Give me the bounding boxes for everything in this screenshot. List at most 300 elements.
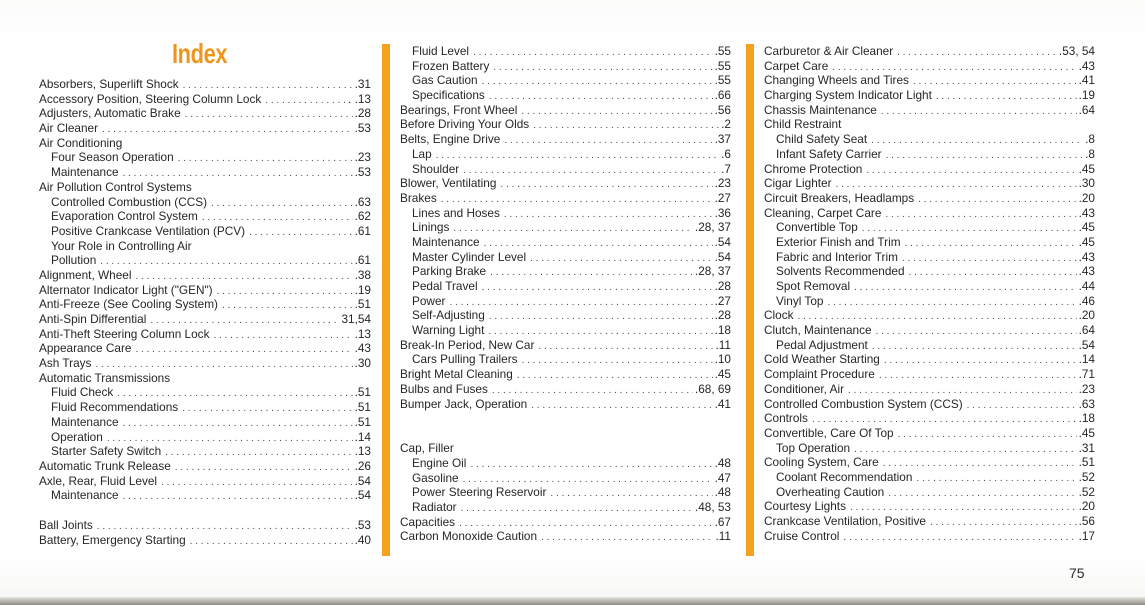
- entry-label: Absorbers, Superlift Shock: [39, 77, 179, 91]
- dot-leader: [461, 502, 693, 515]
- entry-label: Solvents Recommended: [776, 264, 905, 279]
- entry-label: Bright Metal Cleaning: [400, 367, 513, 382]
- entry-label: Coolant Recommendation: [776, 469, 913, 484]
- entry-page-ref: .20: [1078, 190, 1095, 205]
- index-subentry: [764, 132, 1095, 147]
- dot-leader: [504, 134, 712, 147]
- entry-label: Cooling System, Care: [764, 455, 879, 470]
- index-entry: [764, 206, 1095, 221]
- dot-leader: [482, 75, 713, 88]
- entry-label: Fluid Recommendations: [51, 400, 179, 415]
- entry-label: Charging System Indicator Light: [764, 88, 932, 103]
- entry-label: Chrome Protection: [764, 161, 863, 176]
- index-subentry: [400, 264, 731, 279]
- entry-label: Controls: [764, 411, 808, 426]
- dot-leader: [490, 266, 693, 279]
- entry-label: Battery, Emergency Starting: [39, 532, 186, 547]
- entry-label: Automatic Trunk Release: [39, 458, 171, 473]
- index-entry: [764, 499, 1095, 514]
- entry-page-ref: .48: [714, 455, 731, 470]
- entry-page-ref: .18: [714, 323, 731, 338]
- dot-leader: [492, 384, 693, 397]
- entry-label: Controlled Combustion System (CCS): [764, 396, 963, 411]
- dot-leader: [453, 222, 693, 235]
- entry-page-ref: .45: [714, 367, 731, 382]
- index-column-2: [400, 44, 731, 544]
- dot-leader: [836, 178, 1077, 191]
- entry-label: Vinyl Top: [776, 293, 824, 308]
- entry-label: Cleaning, Carpet Care: [764, 205, 882, 220]
- dot-leader: [436, 149, 719, 162]
- entry-label: Power Steering Reservoir: [412, 485, 547, 500]
- index-entry: [39, 356, 371, 371]
- entry-page-ref: .48, 53: [694, 499, 731, 514]
- dot-leader: [550, 487, 712, 500]
- entry-label: Lap: [412, 146, 432, 161]
- index-subentry: [764, 147, 1095, 162]
- entry-label: Linings: [412, 220, 450, 235]
- entry-page-ref: .14: [354, 429, 371, 444]
- entry-label: Infant Safety Carrier: [776, 146, 882, 161]
- dot-leader: [888, 487, 1076, 500]
- dot-leader: [850, 501, 1077, 514]
- index-subentry: [764, 220, 1095, 235]
- entry-page-ref: .37: [714, 132, 731, 147]
- dot-leader: [175, 461, 353, 474]
- entry-page-ref: .54: [714, 234, 731, 249]
- dot-leader: [493, 61, 712, 74]
- entry-page-ref: .56: [714, 102, 731, 117]
- dot-leader: [489, 90, 713, 103]
- entry-page-ref: .6: [721, 146, 731, 161]
- entry-page-ref: .55: [714, 44, 731, 58]
- index-subentry: [400, 206, 731, 221]
- entry-label: Frozen Battery: [412, 58, 490, 73]
- index-subentry: [400, 352, 731, 367]
- entry-page-ref: .27: [714, 190, 731, 205]
- entry-page-ref: .53, 54: [1058, 44, 1095, 58]
- dot-leader: [249, 226, 353, 239]
- section-spacer: [400, 411, 731, 441]
- index-entry: [400, 529, 731, 544]
- entry-page-ref: .66: [714, 88, 731, 103]
- index-entry: [400, 397, 731, 412]
- entry-label: Adjusters, Automatic Brake: [39, 106, 181, 121]
- index-subentry: [400, 235, 731, 250]
- index-entry: [400, 132, 731, 147]
- dot-leader: [883, 457, 1077, 470]
- dot-leader: [123, 490, 353, 503]
- dot-leader: [182, 402, 352, 415]
- entry-page-ref: .43: [1078, 205, 1095, 220]
- entry-label: Break-In Period, New Car: [400, 337, 535, 352]
- entry-label: Anti-Theft Steering Column Lock: [39, 326, 210, 341]
- entry-label: Your Role in Controlling Air: [51, 238, 192, 253]
- entry-page-ref: .38: [354, 267, 371, 282]
- entry-label: Blower, Ventilating: [400, 176, 497, 191]
- dot-leader: [97, 520, 353, 533]
- entry-page-ref: .28, 37: [694, 264, 731, 279]
- entry-page-ref: .68, 69: [694, 381, 731, 396]
- entry-label: Carbon Monoxide Caution: [400, 529, 538, 544]
- entry-page-ref: .61: [354, 253, 371, 268]
- entry-label: Circuit Breakers, Headlamps: [764, 190, 915, 205]
- entry-label: Overheating Caution: [776, 484, 885, 499]
- entry-label: Maintenance: [51, 414, 119, 429]
- entry-page-ref: .43: [1078, 249, 1095, 264]
- index-column-1: [39, 77, 371, 547]
- dot-leader: [916, 472, 1076, 485]
- entry-page-ref: .64: [1078, 102, 1095, 117]
- entry-page-ref: .31: [354, 77, 371, 91]
- index-entry: [39, 371, 371, 386]
- dot-leader: [913, 75, 1077, 88]
- index-subentry: [400, 44, 731, 59]
- entry-page-ref: .47: [714, 470, 731, 485]
- entry-label: Crankcase Ventilation, Positive: [764, 514, 926, 528]
- dot-leader: [530, 252, 713, 265]
- index-entry: [400, 338, 731, 353]
- index-subentry: [400, 294, 731, 309]
- entry-page-ref: .62: [354, 209, 371, 224]
- index-subentry: [400, 250, 731, 265]
- entry-label: Convertible, Care Of Top: [764, 425, 894, 440]
- entry-label: Cold Weather Starting: [764, 352, 880, 367]
- entry-page-ref: .64: [1078, 323, 1095, 338]
- dot-leader: [470, 458, 712, 471]
- dot-leader: [178, 152, 353, 165]
- entry-label: Conditioner, Air: [764, 381, 845, 396]
- entry-label: Starter Safety Switch: [51, 444, 162, 459]
- entry-label: Pedal Adjustment: [776, 337, 868, 352]
- index-entry: [39, 106, 371, 121]
- index-entry: [39, 268, 371, 283]
- entry-label: Pollution: [51, 253, 97, 268]
- index-entry: [764, 308, 1095, 323]
- page-title: Index: [172, 38, 228, 69]
- dot-leader: [165, 446, 352, 459]
- index-entry: [764, 191, 1095, 206]
- dot-leader: [876, 325, 1077, 338]
- entry-label: Child Safety Seat: [776, 132, 868, 147]
- index-entry: [39, 136, 371, 151]
- index-entry: [39, 297, 371, 312]
- index-entry: [764, 117, 1095, 132]
- index-entry: [400, 117, 731, 132]
- entry-label: Carburetor & Air Cleaner: [764, 44, 894, 58]
- entry-label: Ball Joints: [39, 517, 93, 532]
- entry-label: Master Cylinder Level: [412, 249, 527, 264]
- index-subentry: [39, 224, 371, 239]
- dot-leader: [463, 473, 713, 486]
- dot-leader: [123, 167, 353, 180]
- dot-leader: [521, 105, 712, 118]
- dot-leader: [222, 299, 353, 312]
- dot-leader: [885, 208, 1076, 221]
- entry-page-ref: .20: [1078, 308, 1095, 323]
- entry-page-ref: .55: [714, 58, 731, 73]
- entry-page-ref: .45: [1078, 220, 1095, 235]
- dot-leader: [517, 369, 713, 382]
- entry-page-ref: .23: [714, 176, 731, 191]
- entry-page-ref: .19: [1078, 88, 1095, 103]
- entry-page-ref: .41: [1078, 73, 1095, 88]
- dot-leader: [185, 108, 353, 121]
- dot-leader: [265, 94, 346, 107]
- entry-page-ref: .48: [714, 485, 731, 500]
- entry-label: Convertible Top: [776, 220, 858, 235]
- dot-leader: [522, 354, 713, 367]
- dot-leader: [909, 266, 1077, 279]
- index-subentry: [400, 88, 731, 103]
- dot-leader: [862, 222, 1077, 235]
- index-subentry: [400, 471, 731, 486]
- entry-page-ref: .43: [1078, 264, 1095, 279]
- entry-page-ref: .31: [1078, 440, 1095, 455]
- entry-label: Maintenance: [412, 234, 480, 249]
- entry-page-ref: .51: [354, 400, 371, 415]
- entry-page-ref: .23: [354, 150, 371, 165]
- dot-leader: [484, 237, 713, 250]
- index-subentry: [764, 470, 1095, 485]
- entry-label: Changing Wheels and Tires: [764, 73, 909, 88]
- index-entry: [764, 367, 1095, 382]
- entry-label: Four Season Operation: [51, 150, 174, 165]
- entry-label: Spot Removal: [776, 279, 851, 293]
- dot-leader: [459, 517, 713, 530]
- index-subentry: [39, 444, 371, 459]
- index-subentry: [400, 220, 731, 235]
- entry-page-ref: .40: [354, 532, 371, 547]
- entry-page-ref: .63: [1078, 396, 1095, 411]
- dot-leader: [854, 443, 1076, 456]
- entry-label: Operation: [51, 429, 103, 444]
- entry-label: Anti-Spin Differential: [39, 312, 147, 326]
- entry-label: Shoulder: [412, 161, 460, 176]
- entry-page-ref: .28: [714, 308, 731, 323]
- dot-leader: [190, 535, 353, 548]
- index-entry: [400, 103, 731, 118]
- index-entry: [764, 88, 1095, 103]
- index-entry: [764, 323, 1095, 338]
- entry-label: Lines and Hoses: [412, 205, 500, 220]
- entry-page-ref: .19: [354, 282, 371, 297]
- entry-page-ref: .52: [1078, 484, 1095, 499]
- entry-page-ref: .67: [714, 514, 731, 529]
- entry-label: Capacities: [400, 514, 456, 529]
- index-entry: [764, 73, 1095, 88]
- dot-leader: [202, 211, 353, 224]
- index-entry: [39, 77, 371, 92]
- entry-page-ref: .54: [1078, 337, 1095, 352]
- entry-label: Courtesy Lights: [764, 499, 846, 514]
- entry-page-ref: .8: [1085, 132, 1095, 147]
- dot-leader: [107, 432, 353, 445]
- entry-page-ref: .52: [1078, 469, 1095, 484]
- index-entry: [39, 121, 371, 136]
- entry-page-ref: .54: [354, 473, 371, 488]
- dot-leader: [500, 178, 712, 191]
- entry-label: Radiator: [412, 499, 457, 514]
- index-entry: [764, 352, 1095, 367]
- entry-page-ref: .10: [714, 352, 731, 367]
- dot-leader: [449, 296, 712, 309]
- dot-leader: [905, 237, 1077, 250]
- dot-leader: [95, 358, 352, 371]
- entry-page-ref: .11: [715, 529, 731, 544]
- entry-page-ref: .20: [1078, 499, 1095, 514]
- entry-label: Pedal Travel: [412, 279, 478, 293]
- dot-leader: [886, 149, 1084, 162]
- entry-page-ref: .18: [1078, 411, 1095, 426]
- dot-leader: [843, 531, 1076, 544]
- entry-label: Power: [412, 293, 446, 308]
- index-subentry: [764, 485, 1095, 500]
- dot-leader: [871, 134, 1083, 147]
- entry-label: Cap, Filler: [400, 441, 454, 456]
- entry-label: Ash Trays: [39, 356, 92, 371]
- entry-page-ref: .28, 37: [694, 220, 731, 235]
- index-entry: [39, 474, 371, 489]
- entry-label: Bearings, Front Wheel: [400, 102, 518, 117]
- index-entry: [39, 180, 371, 195]
- dot-leader: [812, 413, 1077, 426]
- index-entry: [764, 455, 1095, 470]
- dot-leader: [489, 310, 713, 323]
- entry-label: Gas Caution: [412, 73, 478, 88]
- dot-leader: [482, 281, 713, 294]
- dot-leader: [473, 46, 713, 59]
- index-subentry: [39, 400, 371, 415]
- index-subentry: [764, 279, 1095, 294]
- entry-page-ref: .28: [714, 279, 731, 293]
- entry-label: Evaporation Control System: [51, 209, 198, 224]
- index-subentry: [400, 323, 731, 338]
- index-entry: [764, 44, 1095, 59]
- dot-leader: [531, 399, 712, 412]
- entry-page-ref: .53: [354, 165, 371, 180]
- entry-page-ref: .51: [354, 385, 371, 400]
- index-entry: [400, 382, 731, 397]
- entry-label: Top Operation: [776, 440, 851, 455]
- dot-leader: [150, 314, 339, 327]
- entry-label: Air Cleaner: [39, 121, 99, 136]
- entry-page-ref: .53: [354, 517, 371, 532]
- index-entry: [764, 382, 1095, 397]
- index-entry: [400, 367, 731, 382]
- entry-label: Clutch, Maintenance: [764, 323, 872, 338]
- dot-leader: [538, 340, 713, 353]
- entry-page-ref: .30: [1078, 176, 1095, 191]
- entry-page-ref: .63: [354, 194, 371, 209]
- index-entry: [400, 191, 731, 206]
- dot-leader: [161, 476, 353, 489]
- entry-page-ref: .7: [721, 161, 731, 176]
- index-subentry: [764, 441, 1095, 456]
- entry-label: Cruise Control: [764, 528, 840, 543]
- index-subentry: [39, 385, 371, 400]
- entry-page-ref: .71: [1078, 367, 1095, 382]
- index-subentry: [400, 73, 731, 88]
- index-entry: [39, 312, 371, 327]
- index-entry: [39, 341, 371, 356]
- dot-leader: [541, 531, 713, 544]
- entry-page-ref: .14: [1078, 352, 1095, 367]
- entry-label: Child Restraint: [764, 117, 842, 132]
- dot-leader: [936, 90, 1077, 103]
- entry-label: Engine Oil: [412, 455, 467, 470]
- index-subentry: [400, 279, 731, 294]
- index-entry: [764, 529, 1095, 544]
- index-column-3: [764, 44, 1095, 543]
- dot-leader: [102, 123, 353, 136]
- entry-page-ref: .45: [1078, 425, 1095, 440]
- entry-label: Fluid Check: [51, 385, 114, 400]
- dot-leader: [879, 369, 1077, 382]
- index-entry: [764, 397, 1095, 412]
- dot-leader: [866, 164, 1076, 177]
- dot-leader: [488, 325, 712, 338]
- entry-page-ref: .13: [354, 326, 371, 341]
- dot-leader: [930, 516, 1077, 529]
- entry-label: Self-Adjusting: [412, 308, 485, 323]
- dot-leader: [848, 384, 1077, 397]
- entry-label: Alternator Indicator Light ("GEN"): [39, 282, 213, 297]
- index-subentry: [39, 415, 371, 430]
- section-spacer: [39, 503, 371, 518]
- dot-leader: [902, 252, 1077, 265]
- index-entry: [764, 162, 1095, 177]
- index-subentry: [764, 250, 1095, 265]
- index-entry: [39, 459, 371, 474]
- entry-label: Bumper Jack, Operation: [400, 396, 528, 411]
- entry-label: Brakes: [400, 190, 437, 205]
- entry-page-ref: .13: [354, 444, 371, 459]
- entry-page-ref: .54: [354, 488, 371, 503]
- index-subentry: [400, 485, 731, 500]
- index-subentry: [764, 264, 1095, 279]
- dot-leader: [135, 270, 352, 283]
- entry-label: Gasoline: [412, 470, 459, 485]
- index-subentry: [400, 456, 731, 471]
- index-entry: [764, 103, 1095, 118]
- entry-label: Accessory Position, Steering Column Lock: [39, 91, 262, 106]
- entry-page-ref: .8: [1085, 146, 1095, 161]
- entry-page-ref: .51: [354, 297, 371, 312]
- page-bottom-edge: [0, 597, 1145, 605]
- index-entry: [39, 92, 371, 107]
- index-subentry: [39, 488, 371, 503]
- dot-leader: [918, 193, 1076, 206]
- dot-leader: [898, 428, 1077, 441]
- dot-leader: [213, 329, 352, 342]
- index-entry: [39, 283, 371, 298]
- entry-label: Clock: [764, 308, 794, 323]
- entry-label: Maintenance: [51, 488, 119, 503]
- dot-leader: [854, 281, 1077, 294]
- entry-label: Positive Crankcase Ventilation (PCV): [51, 223, 246, 238]
- dot-leader: [967, 399, 1077, 412]
- entry-page-ref: .36: [714, 205, 731, 220]
- index-subentry: [764, 338, 1095, 353]
- entry-label: Alignment, Wheel: [39, 267, 132, 282]
- dot-leader: [183, 79, 353, 92]
- entry-page-ref: .26: [354, 458, 371, 473]
- entry-label: Appearance Care: [39, 341, 132, 356]
- entry-label: Bulbs and Fuses: [400, 381, 488, 396]
- entry-label: Cigar Lighter: [764, 176, 832, 191]
- index-entry: [764, 176, 1095, 191]
